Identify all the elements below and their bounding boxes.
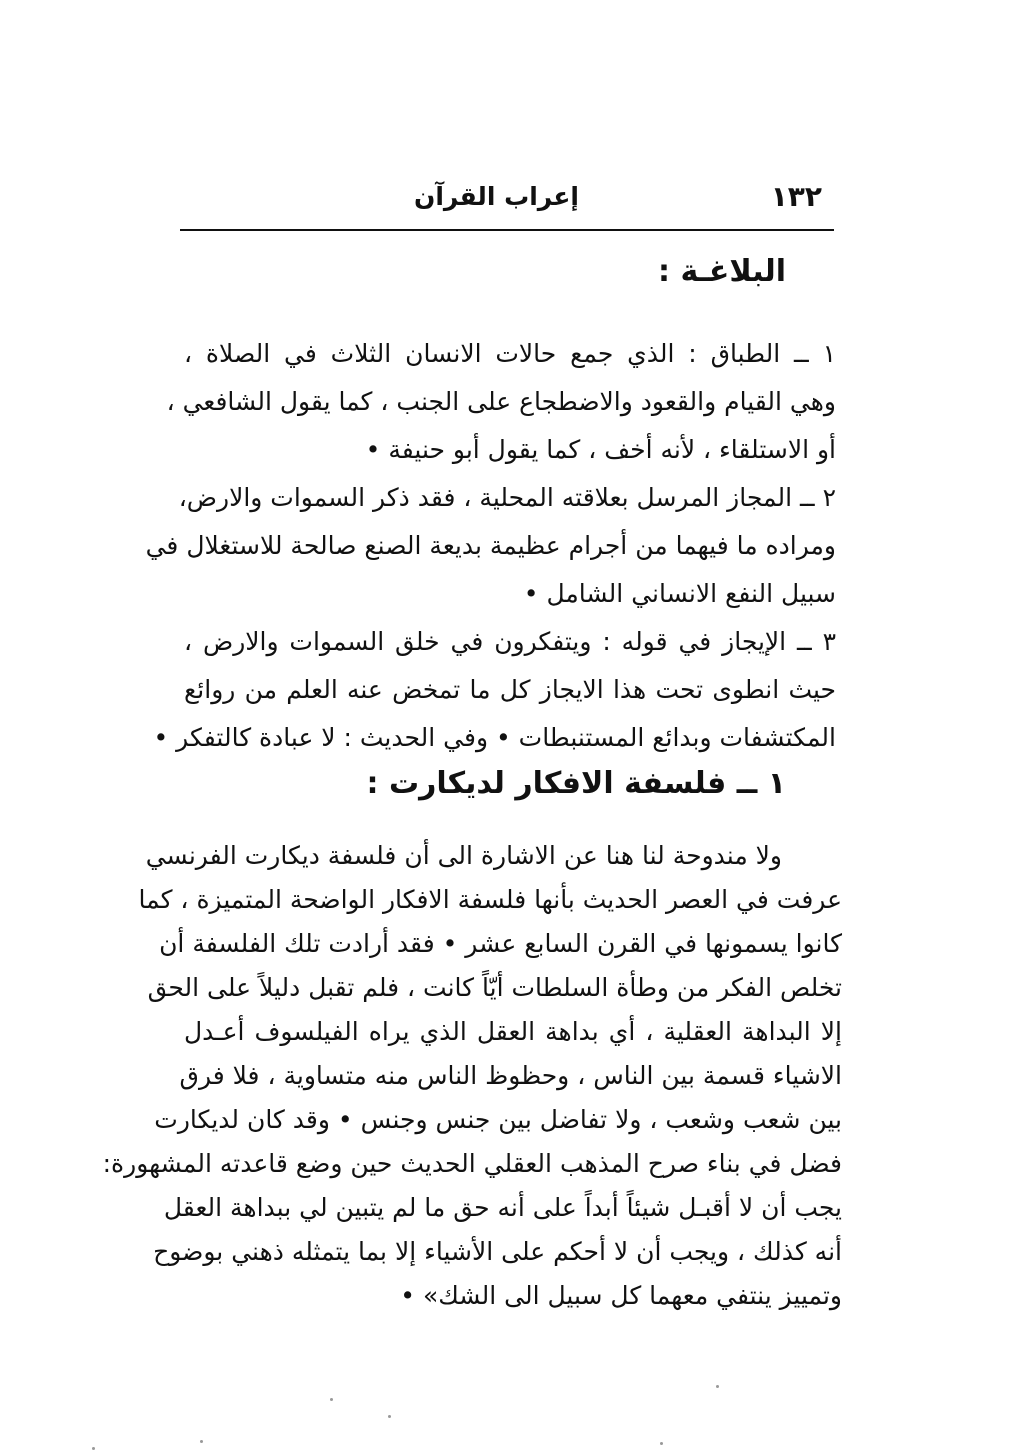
scan-speck [716, 1385, 719, 1388]
paragraph-line: بين شعب وشعب ، ولا تفاضل بين جنس وجنس • وقد كان لديكارت [154, 1105, 842, 1134]
paragraph-line: سبيل النفع الانساني الشامل • [523, 579, 836, 608]
paragraph-line: وتمييز ينتفي معهما كل سبيل الى الشك» • [400, 1281, 842, 1310]
paragraph-line: تخلص الفكر من وطأة السلطات أيّاً كانت ، فلم تقبل دليلاً على الحق [147, 973, 842, 1002]
paragraph-line: إلا البداهة العقلية ، أي بداهة العقل الذي يراه الفيلسوف أعـدل [184, 1017, 842, 1046]
paragraph-line: ومراده ما فيهما من أجرام عظيمة بديعة الصنع صالحة للاستغلال في [145, 531, 836, 560]
scan-speck [660, 1442, 663, 1445]
paragraph-line: أو الاستلقاء ، لأنه أخف ، كما يقول أبو حنيفة • [365, 435, 836, 464]
paragraph-line: حيث انطوى تحت هذا الايجاز كل ما تمخض عنه العلم من روائع [184, 675, 836, 704]
paragraph-descartes [102, 834, 842, 1318]
paragraph-line: المكتشفات وبدائع المستنبطات • وفي الحديث : لا عبادة كالتفكر • [153, 723, 836, 752]
paragraph-line: وهي القيام والقعود والاضطجاع على الجنب ، كما يقول الشافعي ، [166, 387, 836, 416]
page-number: ١٣٢ [770, 180, 822, 213]
section-heading-balagha: البلاغـة : [658, 254, 786, 289]
paragraph-line: الاشياء قسمة بين الناس ، وحظوظ الناس منه متساوية ، فلا فرق [179, 1061, 842, 1090]
section-heading-descartes: ١ ــ فلسفة الافكار لديكارت : [366, 766, 786, 801]
scan-speck [200, 1440, 203, 1443]
paragraph-line: ٢ ــ المجاز المرسل بعلاقته المحلية ، فقد ذكر السموات والارض، [178, 483, 836, 512]
paragraph-tibaq [166, 330, 836, 474]
paragraph-ijaz [153, 618, 836, 762]
paragraph-line: يجب أن لا أقبـل شيئاً أبداً على أنه حق ما لم يتبين لي ببداهة العقل [163, 1193, 842, 1222]
page-header [178, 178, 834, 222]
paragraph-line: ٣ ــ الإيجاز في قوله : ويتفكرون في خلق السموات والارض ، [184, 627, 836, 656]
scan-speck [92, 1447, 95, 1450]
paragraph-line: ولا مندوحة لنا هنا عن الاشارة الى أن فلسفة ديكارت الفرنسي [145, 841, 782, 870]
header-rule [180, 229, 834, 231]
paragraph-majaz [145, 474, 836, 618]
scan-speck [388, 1415, 391, 1418]
paragraph-line: عرفت في العصر الحديث بأنها فلسفة الافكار الواضحة المتميزة ، كما [138, 885, 842, 914]
scan-speck [330, 1398, 333, 1401]
running-title: إعراب القرآن [413, 182, 579, 211]
paragraph-line: كانوا يسمونها في القرن السابع عشر • فقد أرادت تلك الفلسفة أن [159, 929, 842, 958]
paragraph-line: أنه كذلك ، ويجب أن لا أحكم على الأشياء إلا بما يتمثله ذهني بوضوح [153, 1237, 842, 1266]
paragraph-line: ١ ــ الطباق : الذي جمع حالات الانسان الثلاث في الصلاة ، [184, 339, 836, 368]
paragraph-line: فضل في بناء صرح المذهب العقلي الحديث حين وضع قاعدته المشهورة: [102, 1149, 842, 1178]
